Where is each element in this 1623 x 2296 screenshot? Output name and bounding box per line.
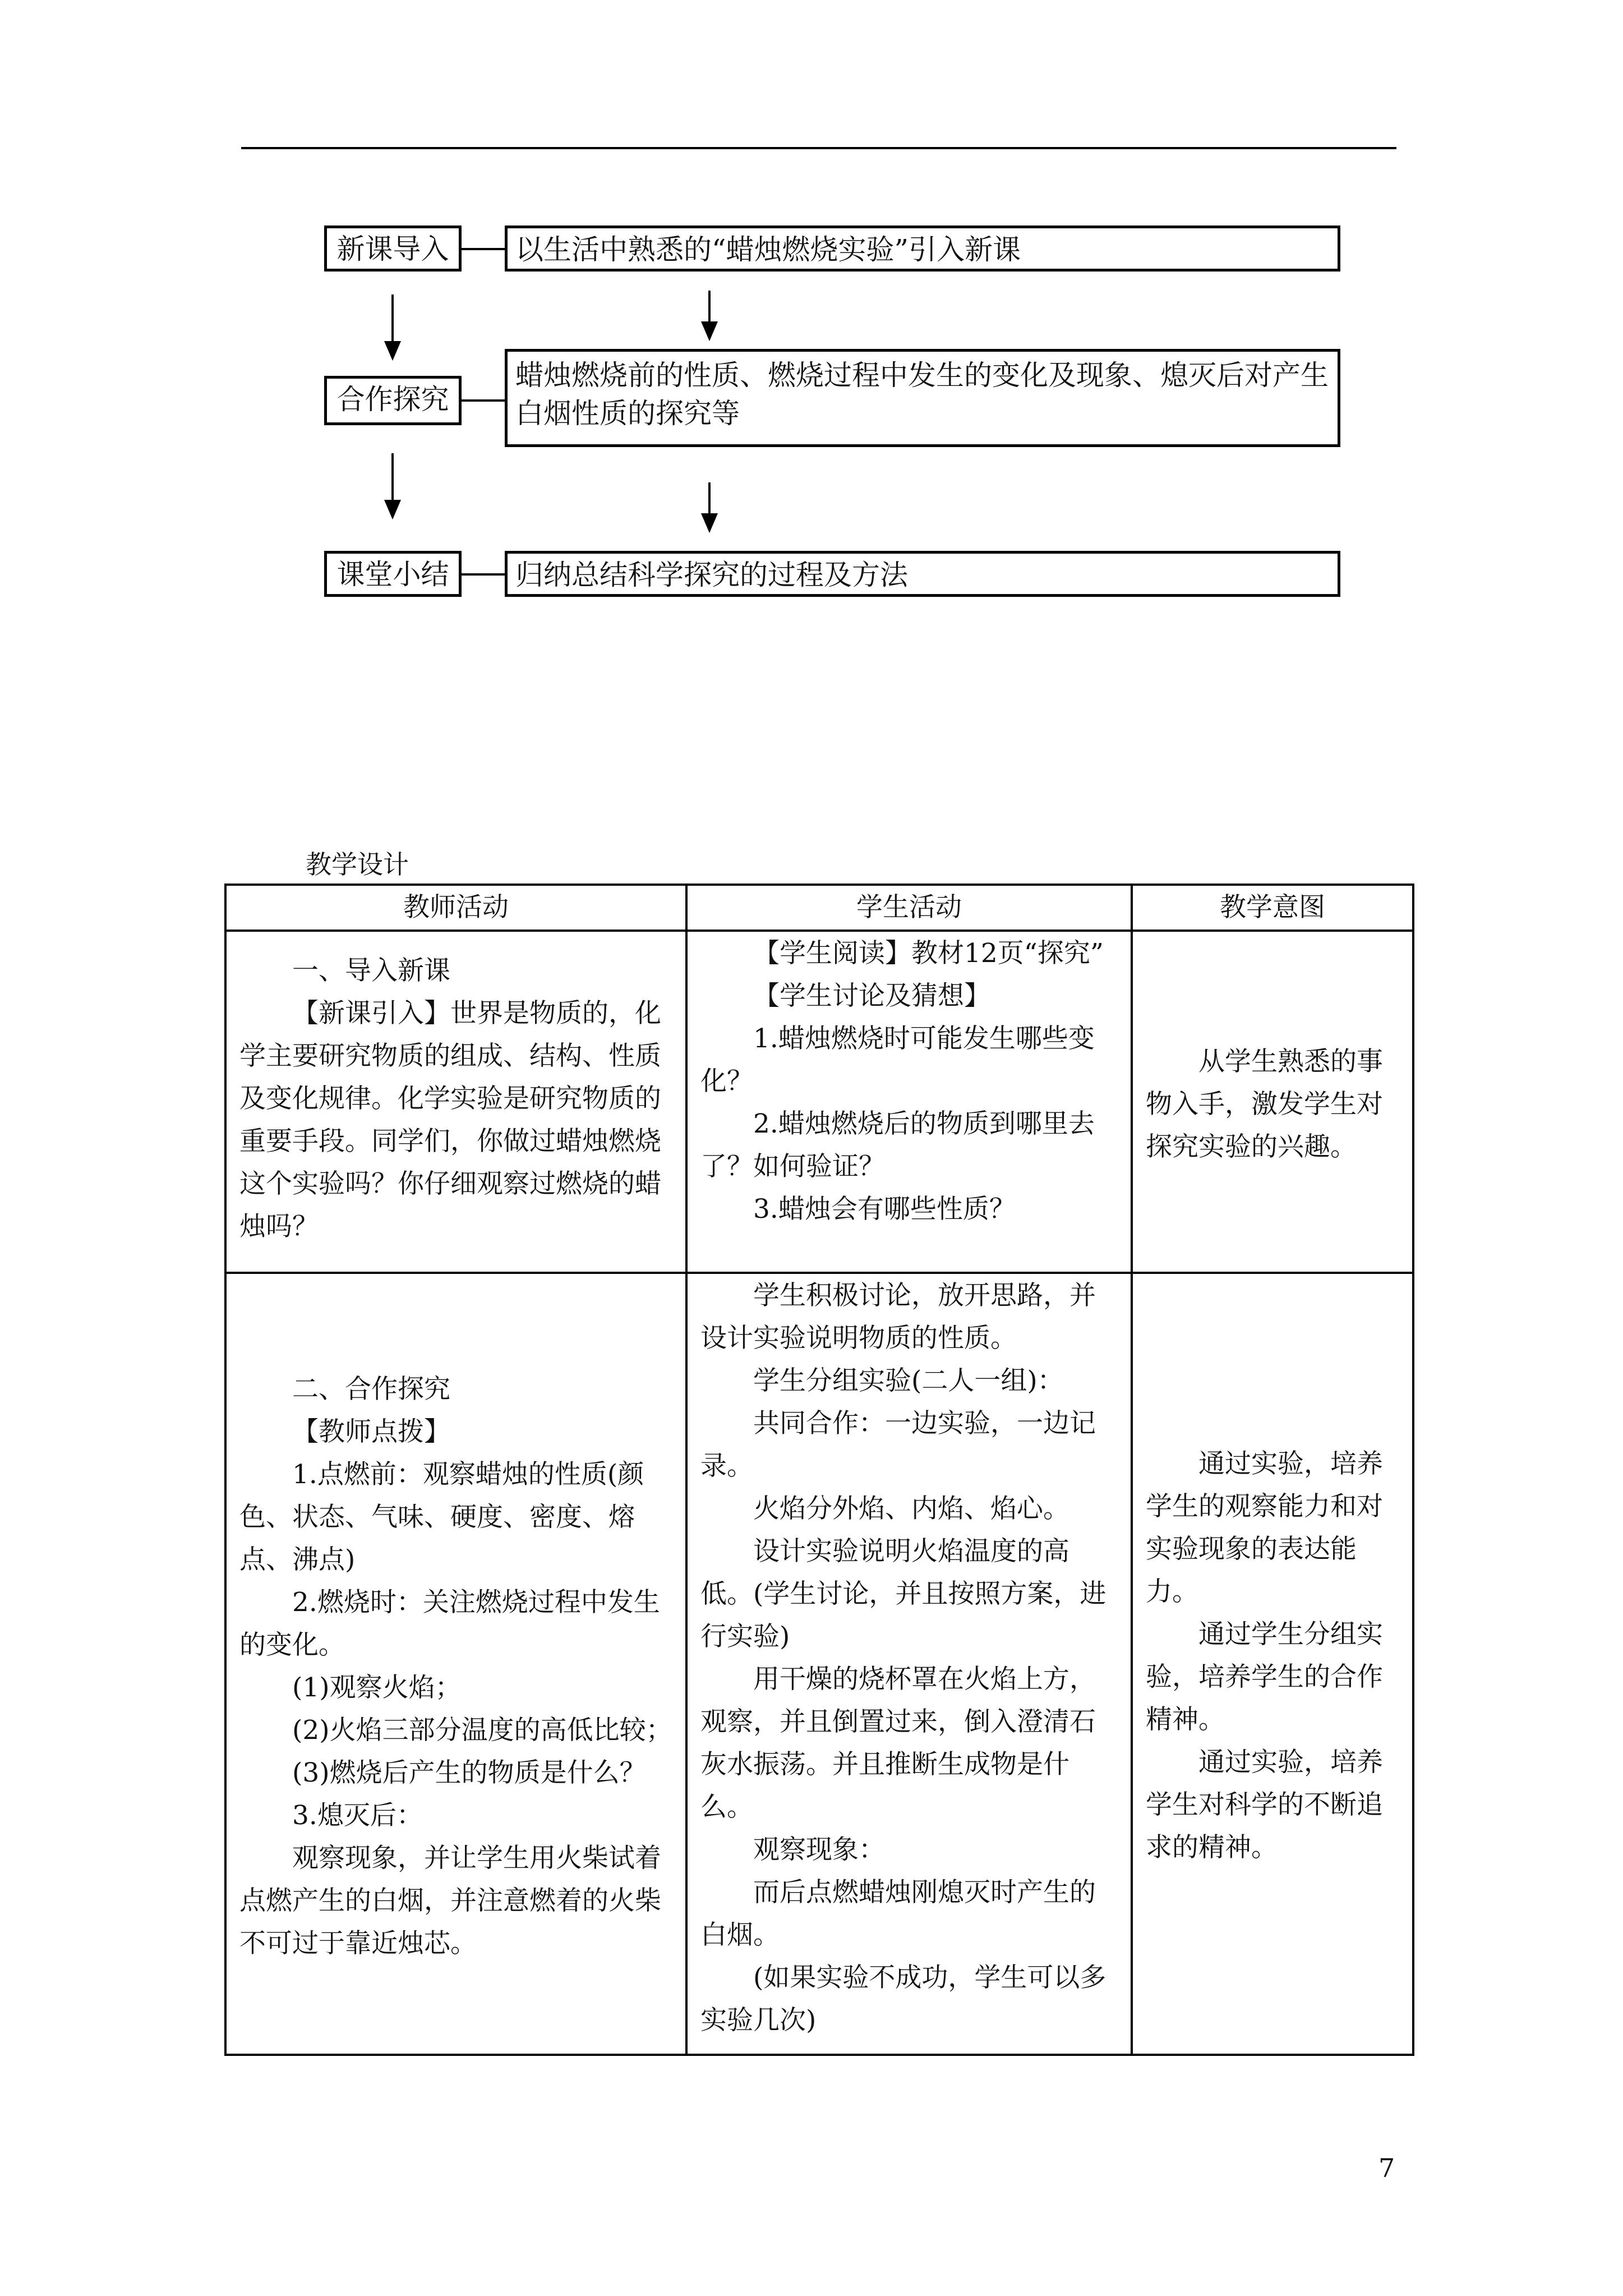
teacher-text: 一、导入新课 [292,955,450,986]
student-text: 用干燥的烧杯罩在火焰上方，观察，并且倒置过来，倒入澄清石灰水振荡。并且推断生成物是什么。 [700,1664,1096,1823]
teacher-text: (1)观察火焰； [292,1672,462,1703]
arrow-head-icon [703,514,716,530]
column-header-teacher: 教师活动 [225,885,686,931]
intent-text: 通过学生分组实验，培养学生的合作精神。 [1146,1619,1383,1735]
student-text: 【学生讨论及猜想】 [753,981,990,1011]
teacher-cell [225,1273,686,2055]
student-text: 3.蜡烛会有哪些性质？ [753,1194,1016,1225]
student-text: 而后点燃蜡烛刚熄灭时产生的白烟。 [700,1877,1096,1950]
flow-step-label: 课堂小结 [324,551,462,597]
teacher-text: 二、合作探究 [292,1374,450,1405]
page-number: 7 [1378,2153,1395,2183]
teaching-design-table [224,884,1414,2056]
teacher-cell [225,931,686,1273]
student-text: 共同合作：一边实验，一边记录。 [700,1408,1096,1481]
flow-step-text: 蜡烛燃烧前的性质、燃烧过程中发生的变化及现象、熄灭后对产生白烟性质的探究等 [505,349,1340,447]
intent-cell [1132,931,1413,1273]
teacher-text: 【新课引入】世界是物质的，化学主要研究物质的组成、结构、性质及变化规律。化学实验是研究物质的重要手段。同学们，你做过蜡烛燃烧这个实验吗？你仔细观察过燃烧的蜡烛吗？ [239,998,661,1242]
column-header-student: 学生活动 [686,885,1132,931]
column-header-intent: 教学意图 [1132,885,1413,931]
table-row [225,1273,1413,2055]
intent-text: 从学生熟悉的事物入手，激发学生对探究实验的兴趣。 [1146,1046,1383,1162]
flow-arrows [0,0,1623,617]
section-title: 教学设计 [306,849,409,880]
intent-text: 通过实验，培养学生对科学的不断追求的精神。 [1146,1747,1383,1863]
table-row [225,931,1413,1273]
student-text: 设计实验说明火焰温度的高低。(学生讨论，并且按照方案，进行实验) [700,1536,1106,1652]
arrow-head-icon [386,342,399,358]
flow-diagram [0,0,1623,617]
flow-step-label: 新课导入 [324,226,462,272]
student-text: 学生分组实验(二人一组)： [753,1365,1064,1396]
student-text: 2.蜡烛燃烧后的物质到哪里去了？如何验证？ [700,1108,1095,1182]
student-text: 学生积极讨论，放开思路，并设计实验说明物质的性质。 [700,1280,1096,1354]
table-header-row [225,885,1413,931]
teacher-text: (2)火焰三部分温度的高低比较； [292,1715,672,1746]
flow-step-label: 合作探究 [324,376,462,425]
student-text: 观察现象： [753,1834,885,1865]
student-cell [686,931,1132,1273]
flow-step-text: 归纳总结科学探究的过程及方法 [505,551,1340,597]
student-text: (如果实验不成功，学生可以多实验几次) [700,1962,1106,2036]
teacher-text: 2.燃烧时：关注燃烧过程中发生的变化。 [239,1587,660,1660]
intent-text: 通过实验，培养学生的观察能力和对实验现象的表达能力。 [1146,1448,1383,1607]
teacher-text: 观察现象，并让学生用火柴试着点燃产生的白烟，并注意燃着的火柴不可过于靠近烛芯。 [239,1843,661,1959]
teacher-text: 【教师点拨】 [292,1416,450,1447]
arrow-head-icon [703,323,716,338]
teacher-text: 3.熄灭后： [292,1800,423,1831]
flow-step-text: 以生活中熟悉的“蜡烛燃烧实验”引入新课 [505,226,1340,272]
student-text: 1.蜡烛燃烧时可能发生哪些变化？ [700,1023,1095,1097]
intent-cell [1132,1273,1413,2055]
student-text: 【学生阅读】教材12页“探究” [753,938,1104,969]
teacher-text: (3)燃烧后产生的物质是什么？ [292,1757,646,1788]
arrow-head-icon [386,501,399,517]
teacher-text: 1.点燃前：观察蜡烛的性质(颜色、状态、气味、硬度、密度、熔点、沸点) [239,1459,644,1575]
student-cell [686,1273,1132,2055]
student-text: 火焰分外焰、内焰、焰心。 [753,1493,1069,1524]
